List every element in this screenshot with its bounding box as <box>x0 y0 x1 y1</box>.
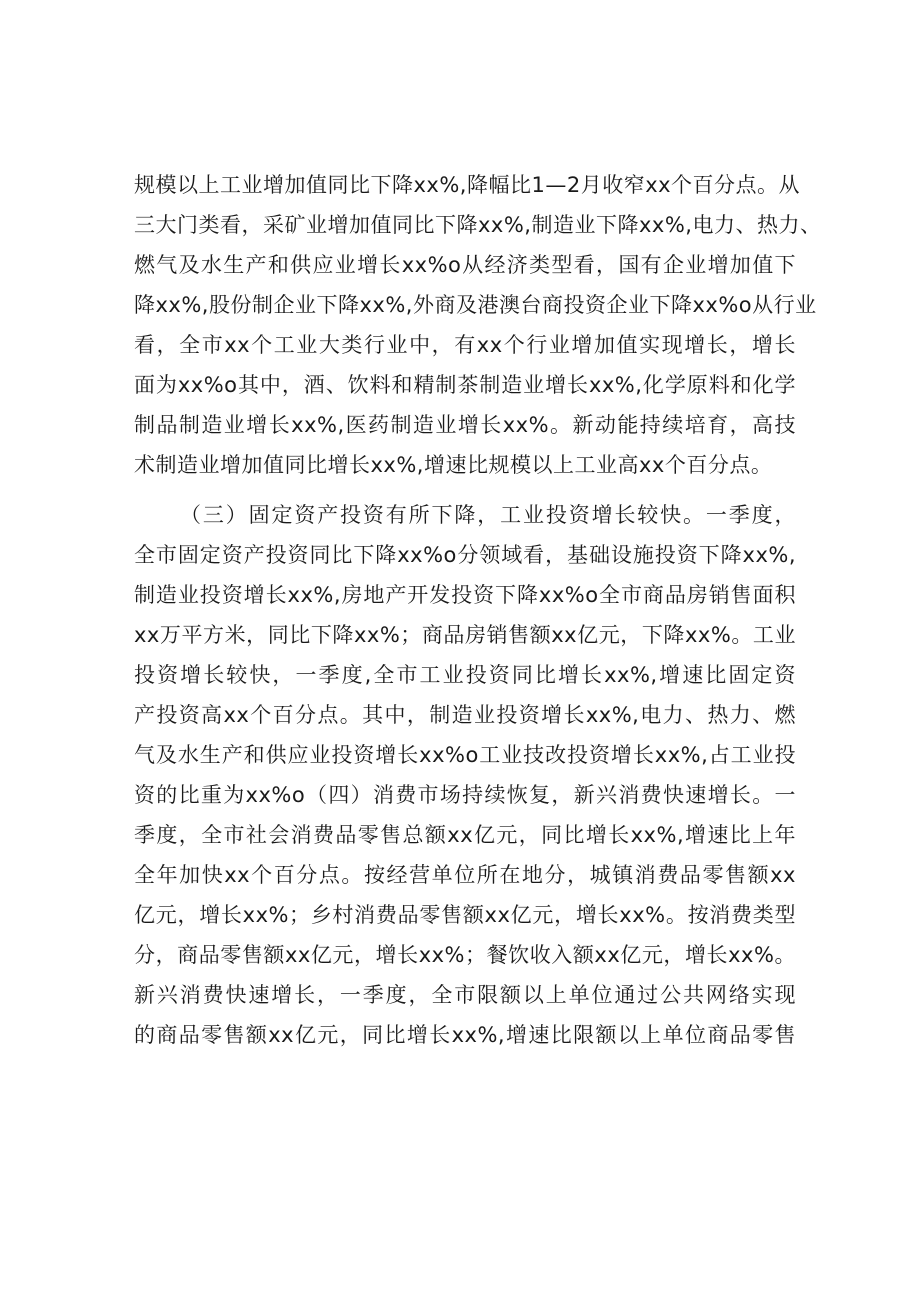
text-line: 全年加快xx个百分点。按经营单位所在地分，城镇消费品零售额xx <box>134 863 796 887</box>
text-line: 的商品零售额xx亿元，同比增长xx%,增速比限额以上单位商品零售 <box>134 1023 796 1047</box>
text-line: 气及水生产和供应业投资增长xx%o工业技改投资增长xx%,占工业投 <box>134 743 796 767</box>
text-line: 投资增长较快，一季度,全市工业投资同比增长xx%,增速比固定资 <box>134 663 796 687</box>
text-line: 制品制造业增长xx%,医药制造业增长xx%。新动能持续培育，高技 <box>134 413 796 437</box>
text-line: 降xx%,股份制企业下降xx%,外商及港澳台商投资企业下降xx%o从行业 <box>134 293 817 317</box>
text-line: 亿元，增长xx%；乡村消费品零售额xx亿元，增长xx%。按消费类型 <box>134 903 796 927</box>
text-line: 燃气及水生产和供应业增长xx%o从经济类型看，国有企业增加值下 <box>134 253 796 277</box>
text-line: 三大门类看，采矿业增加值同比下降xx%,制造业下降xx%,电力、热力、 <box>134 213 822 237</box>
text-line: （三）固定资产投资有所下降，工业投资增长较快。一季度， <box>180 503 796 527</box>
text-line: 季度，全市社会消费品零售总额xx亿元，同比增长xx%,增速比上年 <box>134 823 796 847</box>
text-line: 面为xx%o其中，酒、饮料和精制茶制造业增长xx%,化学原料和化学 <box>134 373 796 397</box>
text-line: 看，全市xx个工业大类行业中，有xx个行业增加值实现增长，增长 <box>134 333 796 357</box>
text-line: 产投资高xx个百分点。其中，制造业投资增长xx%,电力、热力、燃 <box>134 703 796 727</box>
text-line: 新兴消费快速增长，一季度，全市限额以上单位通过公共网络实现 <box>134 983 796 1007</box>
text-line: 规模以上工业增加值同比下降xx%,降幅比1—2月收窄xx个百分点。从 <box>134 173 801 197</box>
text-line: 全市固定资产投资同比下降xx%o分领域看，基础设施投资下降xx%, <box>134 543 796 567</box>
text-line: 制造业投资增长xx%,房地产开发投资下降xx%o全市商品房销售面积 <box>134 583 796 607</box>
text-line: 资的比重为xx%o（四）消费市场持续恢复，新兴消费快速增长。一 <box>134 783 796 807</box>
text-line: xx万平方米，同比下降xx%；商品房销售额xx亿元，下降xx%。工业 <box>134 623 796 647</box>
text-line: 术制造业增加值同比增长xx%,增速比规模以上工业高xx个百分点。 <box>134 453 773 477</box>
text-line: 分，商品零售额xx亿元，增长xx%；餐饮收入额xx亿元，增长xx%。 <box>134 943 796 967</box>
